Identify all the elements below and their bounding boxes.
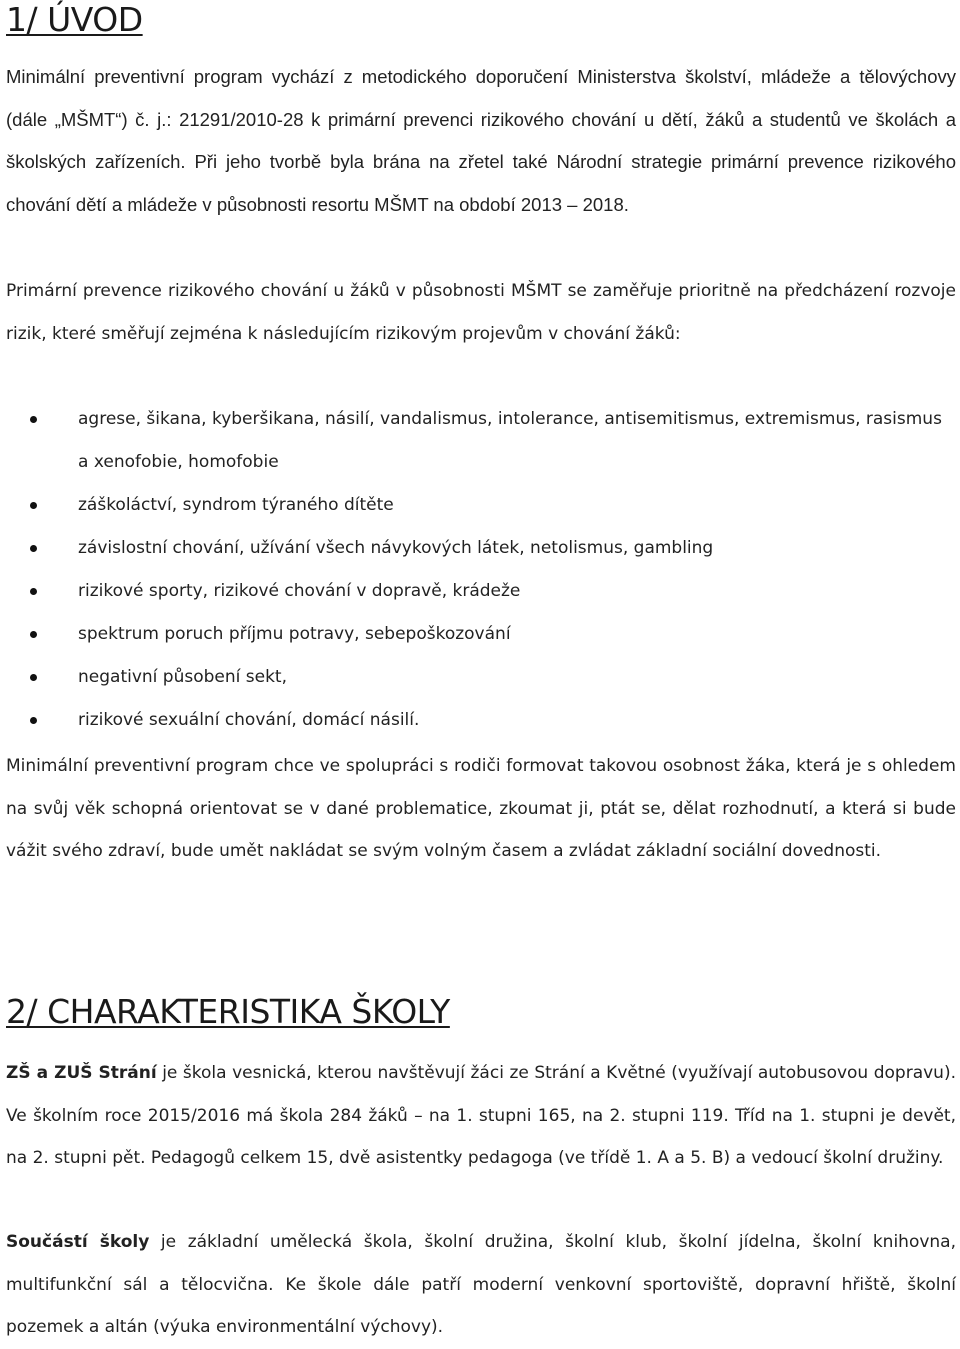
intro-text-part1: Minimální preventivní program vychází z metodického doporučení Ministerstva školství, mládeže a tělovýchovy (dále „MŠMT“) č. j.: 21291/2010-28 k primární prevenci rizikového chování u dětí, žáků a studentů ve školách a školských zařízeních.	[6, 66, 956, 172]
prevence-paragraph: Primární prevence rizikového chování u žáků v působnosti MŠMT se zaměřuje prioritně na předcházení rozvoje rizik, které směřují zejména k následujícím rizikovým projevům v chování žáků:	[6, 281, 956, 344]
bullet-icon	[30, 717, 37, 724]
bullet-icon	[30, 588, 37, 595]
bullet-icon	[30, 631, 37, 638]
intro-paragraph	[6, 56, 956, 226]
school-text: je škola vesnická, kterou navštěvují žáci ze Strání a Květné (využívají autobusovou dopravu). Ve školním roce 2015/2016 má škola 284 žáků – na 1. stupni 165, na 2. stupni 119. Tříd na 1. stupni je devět, na 2. stupni pět. Pedagogů celkem 15, dvě asistentky pedagoga (ve třídě 1. A a 5. B) a vedoucí školní družiny.	[6, 1063, 956, 1168]
risk-item-text: rizikové sexuální chování, domácí násilí.	[78, 710, 420, 730]
risk-list	[6, 398, 956, 742]
risk-item-text: spektrum poruch příjmu potravy, sebepoškozování	[78, 624, 511, 644]
list-item	[6, 398, 956, 484]
components-text: je základní umělecká škola, školní družina, školní klub, školní jídelna, školní knihovna, multifunkční sál a tělocvična. Ke škole dále patří moderní venkovní sportoviště, dopravní hřiště, školní pozemek a altán (výuka environmentální výchovy).	[6, 1232, 956, 1337]
risk-item-text: závislostní chování, užívání všech návykových látek, netolismus, gambling	[78, 538, 714, 558]
list-item	[6, 484, 956, 527]
bullet-icon	[30, 502, 37, 509]
intro-text-part2: Při jeho tvorbě byla brána na zřetel také Národní strategie primární prevence rizikového chování dětí a mládeže v působnosti resortu MŠMT na období 2013 – 2018.	[6, 151, 957, 215]
risk-item-text: agrese, šikana, kyberšikana, násilí, vandalismus, intolerance, antisemitismus, extremismus, rasismus a xenofobie, homofobie	[78, 409, 942, 472]
risk-item-text: rizikové sporty, rizikové chování v dopravě, krádeže	[78, 581, 521, 601]
components-lead: Součástí školy	[6, 1232, 150, 1252]
components-paragraph	[6, 1221, 956, 1349]
list-item	[6, 699, 956, 742]
risk-item-text: negativní působení sekt,	[78, 667, 287, 687]
list-item	[6, 656, 956, 699]
list-item	[6, 570, 956, 613]
bullet-icon	[30, 674, 37, 681]
school-name: ZŠ a ZUŠ Strání	[6, 1063, 157, 1083]
risk-item-text: záškoláctví, syndrom týraného dítěte	[78, 495, 394, 515]
school-paragraph	[6, 1052, 956, 1180]
section-heading-charakteristika: 2/ CHARAKTERISTIKA ŠKOLY	[6, 992, 450, 1031]
program-paragraph: Minimální preventivní program chce ve spolupráci s rodiči formovat takovou osobnost žáka, která je s ohledem na svůj věk schopná orientovat se v dané problematice, zkoumat ji, ptát se, dělat rozhodnutí, a která si bude vážit svého zdraví, bude umět nakládat se svým volným časem a zvládat základní sociální dovednosti.	[6, 756, 956, 861]
list-item	[6, 527, 956, 570]
bullet-icon	[30, 416, 37, 423]
section-heading-uvod: 1/ ÚVOD	[6, 0, 143, 39]
list-item	[6, 613, 956, 656]
bullet-icon	[30, 545, 37, 552]
